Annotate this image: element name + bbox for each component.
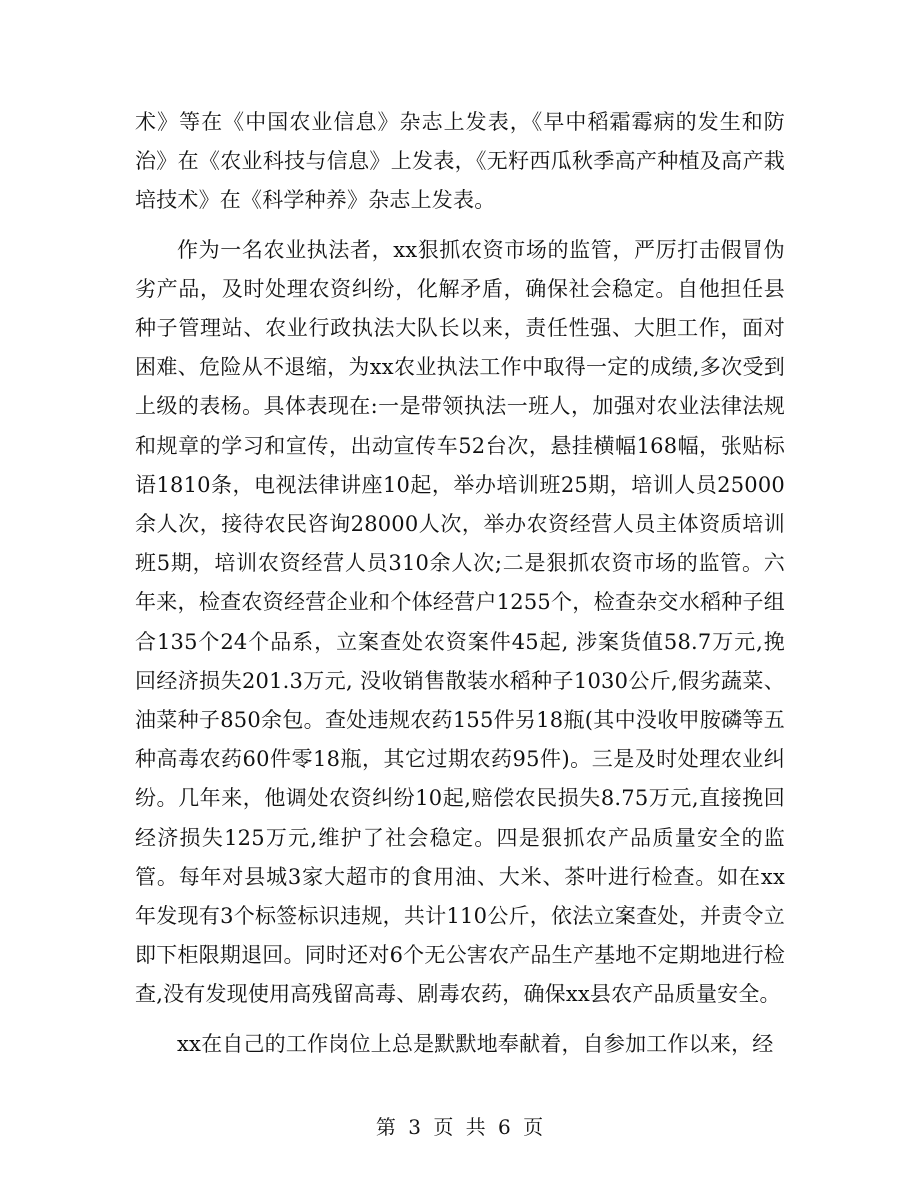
footer-page-total: 6 bbox=[498, 1115, 512, 1139]
document-body bbox=[135, 103, 785, 1064]
footer-ye-1: 页 bbox=[433, 1115, 455, 1139]
paragraph-continuation: 术》等在《中国农业信息》杂志上发表，《早中稻霜霉病的发生和防治》在《农业科技与信息》上发表，《无籽西瓜秋季高产种植及高产栽培技术》在《科学种养》杂志上发表。 bbox=[135, 110, 785, 213]
footer-gong: 共 bbox=[465, 1115, 487, 1139]
page-footer bbox=[0, 1111, 920, 1140]
footer-page-current: 3 bbox=[408, 1115, 422, 1139]
paragraph-dedication: xx在自己的工作岗位上总是默默地奉献着，自参加工作以来，经 bbox=[177, 1031, 774, 1056]
paragraph-law-enforcement: 作为一名农业执法者，xx狠抓农资市场的监管，严厉打击假冒伪劣产品，及时处理农资纠纷，化解矛盾，确保社会稳定。自他担任县种子管理站、农业行政执法大队长以来，责任性强、大胆工作，面对困难、危险从不退缩，为xx农业执法工作中取得一定的成绩,多次受到上级的表杨。具体表现在:一是带领执法一班人，加强对农业法律法规和规章的学习和宣传，出动宣传车52台次，悬挂横幅168幅，张贴标语1810条，电视法律讲座10起，举办培训班25期，培训人员25000余人次，接待农民咨询28000人次，举办农资经营人员主体资质培训班5期，培训农资经营人员310余人次;二是狠抓农资市场的监管。六年来，检查农资经营企业和个体经营户1255个，检查杂交水稻种子组合135个24个品系，立案查处农资案件45起, 涉案货值58.7万元,挽回经济损失201.3万元, 没收销售散装水稻种子1030公斤,假劣蔬菜、油菜种子850余包。查处违规农药155件另18瓶(其中没收甲胺磷等五种高毒农药60件零18瓶，其它过期农药95件)。三是及时处理农业纠纷。几年来，他调处农资纠纷10起,赔偿农民损失8.75万元,直接挽回经济损失125万元,维护了社会稳定。四是狠抓农产品质量安全的监管。每年对县城3家大超市的食用油、大米、茶叶进行检查。如在xx年发现有3个标签标识违规，共计110公斤，依法立案查处，并责令立即下柜限期退回。同时还对6个无公害农产品生产基地不定期地进行检查,没有发现使用高残留高毒、剧毒农药，确保xx县农产品质量安全。 bbox=[135, 237, 785, 1007]
footer-ye-2: 页 bbox=[523, 1115, 545, 1139]
footer-di: 第 bbox=[375, 1115, 397, 1139]
